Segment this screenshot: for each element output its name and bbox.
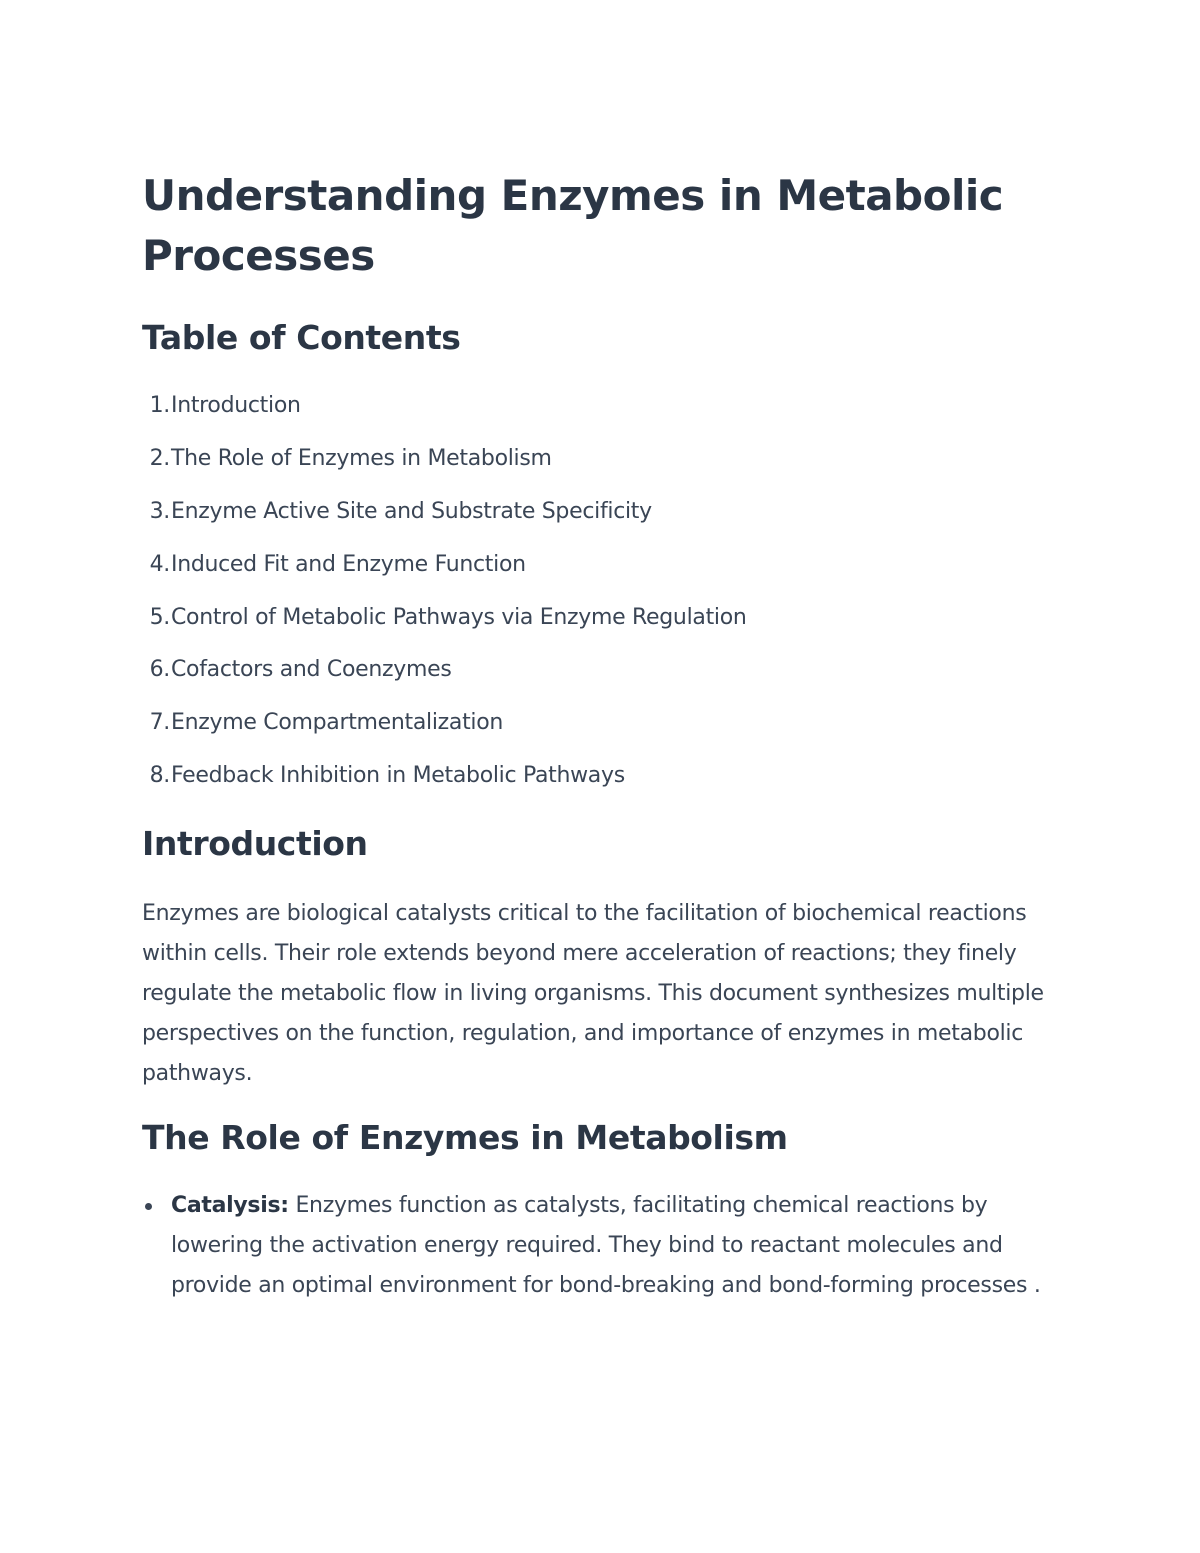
bullet-text: Enzymes function as catalysts, facilitating chemical reactions by lowering the activation energy required. They bind to reactant molecules and provide an optimal environment for bond-breaking and bond-forming processes . [171, 1193, 1041, 1298]
toc-item-role-of-enzymes[interactable] [142, 439, 747, 492]
list-item [142, 1186, 1062, 1306]
toc-item-number: 6. [149, 657, 170, 683]
toc-item-number: 1. [149, 393, 170, 418]
toc-item-induced-fit[interactable] [142, 545, 747, 598]
toc-item-number: 2. [149, 445, 170, 471]
role-bullet-list [142, 1186, 1062, 1306]
toc-item-label: Control of Metabolic Pathways via Enzyme Regulation [171, 604, 747, 630]
bullet-term: Catalysis: [171, 1193, 289, 1218]
toc-item-label: Enzyme Compartmentalization [171, 710, 504, 736]
role-heading: The Role of Enzymes in Metabolism [142, 1118, 788, 1157]
toc-item-number: 4. [149, 551, 170, 577]
toc-item-number: 8. [149, 763, 170, 789]
toc-heading: Table of Contents [142, 318, 461, 357]
toc-item-control-pathways[interactable] [142, 598, 747, 651]
toc-item-number: 5. [149, 604, 170, 630]
toc-item-number: 7. [149, 710, 170, 736]
introduction-heading: Introduction [142, 824, 368, 863]
toc-item-feedback-inhibition[interactable] [142, 756, 747, 809]
toc-item-label: Introduction [171, 393, 301, 418]
bullet-icon [145, 1203, 152, 1210]
toc-item-label: The Role of Enzymes in Metabolism [171, 445, 552, 471]
toc-item-cofactors[interactable] [142, 650, 747, 703]
toc-item-label: Feedback Inhibition in Metabolic Pathways [171, 763, 625, 789]
toc-item-label: Enzyme Active Site and Substrate Specificity [171, 498, 652, 524]
toc-item-active-site[interactable] [142, 492, 747, 545]
toc-item-number: 3. [149, 498, 170, 524]
toc-item-label: Induced Fit and Enzyme Function [171, 551, 526, 577]
toc-item-label: Cofactors and Coenzymes [171, 657, 452, 683]
document-title: Understanding Enzymes in Metabolic Processes [142, 171, 1004, 280]
introduction-paragraph: Enzymes are biological catalysts critical to the facilitation of biochemical reactions within cells. Their role extends beyond mere acceleration of reactions; they finely regulate the metabolic flow in living organisms. This document synthesizes multiple perspectives on the function, regulation, and importance of enzymes in metabolic pathways. [142, 901, 1044, 1086]
toc-item-compartmentalization[interactable] [142, 703, 747, 756]
toc-item-introduction[interactable] [142, 386, 747, 439]
table-of-contents [142, 386, 747, 809]
